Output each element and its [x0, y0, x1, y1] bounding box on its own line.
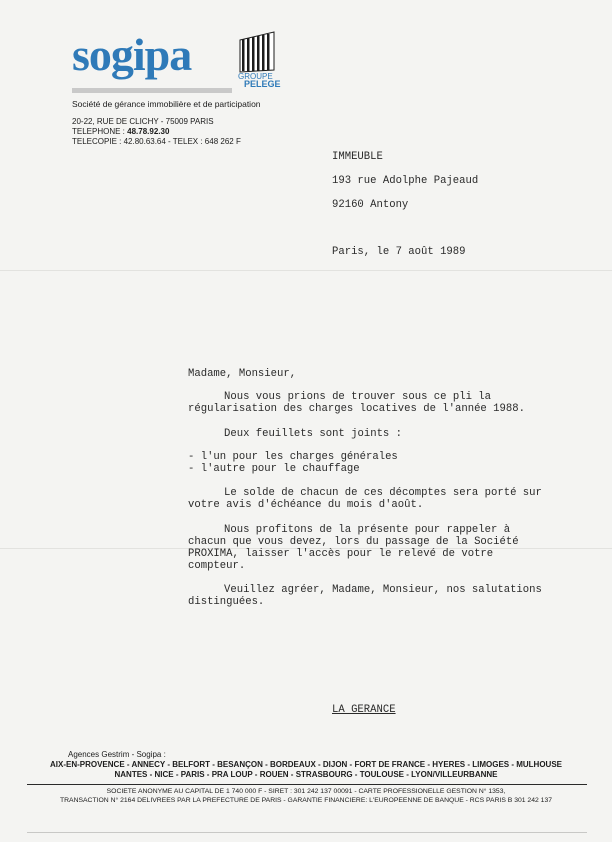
logo-underline: [72, 88, 232, 93]
agences-title: Agences Gestrim - Sogipa :: [68, 750, 166, 759]
letter-date: Paris, le 7 août 1989: [332, 246, 466, 258]
company-description: Société de gérance immobilière et de participation: [72, 99, 261, 109]
paragraph-1-line-2: régularisation des charges locatives de l'année 1988.: [188, 403, 525, 415]
recipient-line-1: IMMEUBLE: [332, 151, 383, 163]
paragraph-4-line-3: PROXIMA, laisser l'accès pour le relevé de votre: [188, 548, 494, 560]
company-telephone: [72, 127, 169, 137]
paragraph-3-line-1: Le solde de chacun de ces décomptes sera porté sur: [224, 487, 542, 499]
logo-pelege-text: PELEGE: [244, 79, 281, 89]
paragraph-4-line-4: compteur.: [188, 560, 246, 572]
agences-cities-line-2: NANTES - NICE - PARIS - PRA LOUP - ROUEN - STRASBOURG - TOULOUSE - LYON/VILLEURBANNE: [114, 770, 498, 779]
logo-groupe-text: GROUPE: [238, 72, 273, 81]
paragraph-1-line-1: Nous vous prions de trouver sous ce pli la: [224, 391, 492, 403]
paper-fold: [0, 270, 612, 271]
logo-bars-icon: [238, 30, 278, 74]
signature: LA GERANCE: [332, 704, 396, 716]
company-address: 20-22, RUE DE CLICHY - 75009 PARIS: [72, 117, 214, 126]
paragraph-5-line-1: Veuillez agréer, Madame, Monsieur, nos salutations: [224, 584, 542, 596]
bullet-item-2: - l'autre pour le chauffage: [188, 463, 360, 475]
salutation: Madame, Monsieur,: [188, 368, 297, 380]
paragraph-2: Deux feuillets sont joints :: [224, 428, 403, 440]
company-fax-telex: TELECOPIE : 42.80.63.64 - TELEX : 648 262 F: [72, 137, 241, 146]
recipient-line-3: 92160 Antony: [332, 199, 409, 211]
footer-divider: [27, 784, 587, 785]
paragraph-3-line-2: votre avis d'échéance du mois d'août.: [188, 499, 424, 511]
recipient-line-2: 193 rue Adolphe Pajeaud: [332, 175, 479, 187]
legal-line-1: SOCIETE ANONYME AU CAPITAL DE 1 740 000 F - SIRET : 301 242 137 00091 - CARTE PROFESSIONELLE GESTION N° 1353,: [106, 788, 506, 795]
bottom-divider: [27, 832, 587, 833]
paragraph-4-line-2: chacun que vous devez, lors du passage de la Société: [188, 536, 519, 548]
legal-line-2: TRANSACTION N° 2164 DELIVREES PAR LA PREFECTURE DE PARIS - GARANTIE FINANCIERE: L'EUROPEENNE DE BANQUE - RCS PARIS B 301 242 137: [59, 797, 553, 804]
telephone-number: 48.78.92.30: [127, 127, 170, 136]
paragraph-5-line-2: distinguées.: [188, 596, 265, 608]
telephone-label: TELEPHONE :: [72, 127, 125, 136]
bullet-item-1: - l'un pour les charges générales: [188, 451, 398, 463]
logo-wordmark: sogipa: [72, 29, 192, 80]
agences-cities-line-1: AIX-EN-PROVENCE - ANNECY - BELFORT - BESANÇON - BORDEAUX - DIJON - FORT DE FRANCE - HYERES - LIMOGES - MULHOUSE: [49, 760, 562, 769]
paragraph-4-line-1: Nous profitons de la présente pour rappeler à: [224, 524, 511, 536]
